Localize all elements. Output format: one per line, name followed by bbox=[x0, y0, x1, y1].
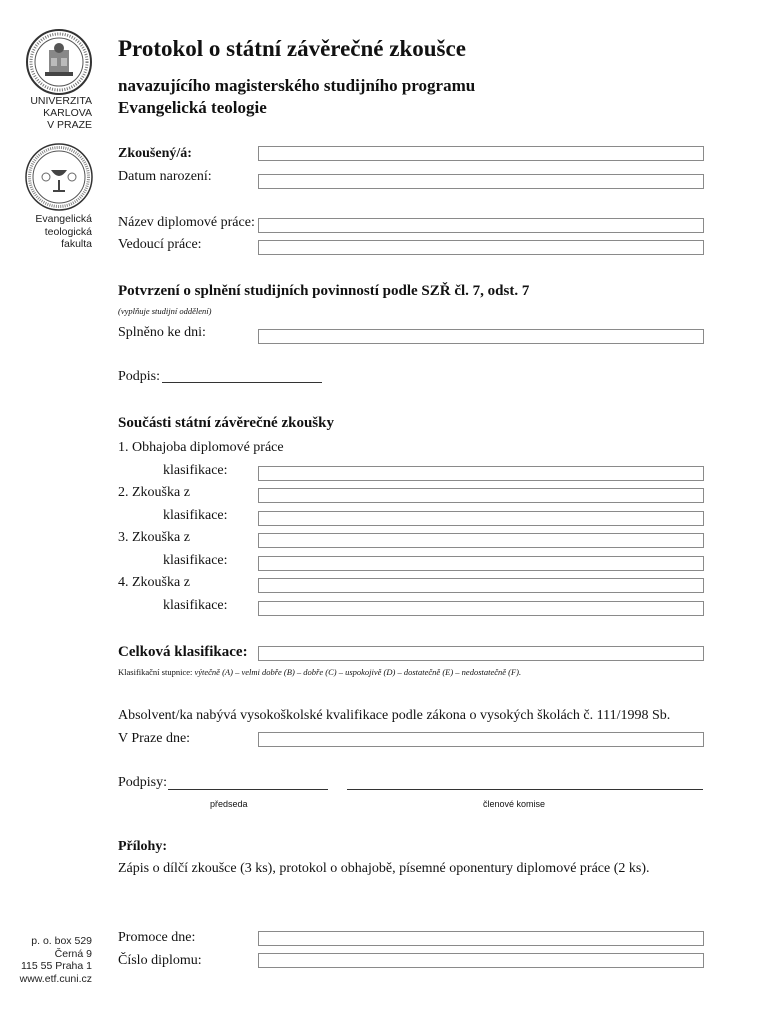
examinee-field[interactable] bbox=[258, 146, 704, 161]
address-line: p. o. box 529 bbox=[31, 935, 92, 947]
part-3-grade-label: klasifikace: bbox=[163, 553, 228, 568]
chair-signature-line[interactable] bbox=[168, 789, 328, 790]
faculty-seal-icon bbox=[24, 142, 94, 212]
graduation-field[interactable] bbox=[258, 931, 704, 946]
grading-scale-values: výtečně (A) – velmi dobře (B) – dobře (C) – uspokojivě (D) – dostatečně (E) – nedostatečně (F). bbox=[194, 667, 522, 677]
part-1-grade-field[interactable] bbox=[258, 466, 704, 481]
attachments-heading: Přílohy: bbox=[118, 839, 167, 854]
program-type: navazujícího magisterského studijního programu bbox=[118, 76, 476, 95]
university-seal-icon bbox=[25, 28, 93, 96]
diploma-number-label: Číslo diplomu: bbox=[118, 953, 202, 968]
university-line: V PRAZE bbox=[47, 119, 92, 131]
part-1-grade-label: klasifikace: bbox=[163, 463, 228, 478]
signatures-label: Podpisy: bbox=[118, 775, 168, 790]
program-name: Evangelická teologie bbox=[118, 98, 267, 117]
part-4-grade-field[interactable] bbox=[258, 601, 704, 616]
diploma-number-field[interactable] bbox=[258, 953, 704, 968]
signature-label: Podpis: bbox=[118, 369, 161, 384]
grading-scale-prefix: Klasifikační stupnice: bbox=[118, 667, 195, 677]
part-3-subject-field[interactable] bbox=[258, 533, 704, 548]
university-name bbox=[30, 95, 92, 131]
confirmation-note: (vyplňuje studijní oddělení) bbox=[118, 306, 212, 316]
faculty-address bbox=[20, 935, 92, 985]
examinee-label: Zkoušený/á: bbox=[118, 146, 192, 161]
faculty-line: fakulta bbox=[61, 238, 92, 250]
birth-date-field[interactable] bbox=[258, 174, 704, 189]
overall-grade-field[interactable] bbox=[258, 646, 704, 661]
part-3-label: 3. Zkouška z bbox=[118, 530, 190, 545]
completed-on-label: Splněno ke dni: bbox=[118, 325, 206, 340]
supervisor-label: Vedoucí práce: bbox=[118, 237, 202, 252]
faculty-line: Evangelická bbox=[35, 213, 92, 225]
thesis-title-label: Název diplomové práce: bbox=[118, 215, 255, 230]
address-line: Černá 9 bbox=[54, 947, 92, 960]
university-line: KARLOVA bbox=[43, 107, 92, 119]
prague-date-field[interactable] bbox=[258, 732, 704, 747]
address-line: 115 55 Praha 1 bbox=[20, 960, 92, 972]
supervisor-field[interactable] bbox=[258, 240, 704, 255]
part-2-label: 2. Zkouška z bbox=[118, 485, 190, 500]
thesis-title-field[interactable] bbox=[258, 218, 704, 233]
part-2-grade-field[interactable] bbox=[258, 511, 704, 526]
parts-heading: Součásti státní závěrečné zkoušky bbox=[118, 415, 334, 431]
website-link[interactable]: www.etf.cuni.cz bbox=[19, 972, 92, 985]
part-4-grade-label: klasifikace: bbox=[163, 598, 228, 613]
graduation-label: Promoce dne: bbox=[118, 930, 196, 945]
overall-grade-label: Celková klasifikace: bbox=[118, 644, 248, 660]
faculty-line: teologická bbox=[44, 225, 92, 238]
page-title: Protokol o státní závěrečné zkoušce bbox=[118, 36, 466, 61]
part-4-subject-field[interactable] bbox=[258, 578, 704, 593]
part-1-label: 1. Obhajoba diplomové práce bbox=[118, 440, 284, 455]
completed-on-field[interactable] bbox=[258, 329, 704, 344]
attachments-text: Zápis o dílčí zkoušce (3 ks), protokol o obhajobě, písemné oponentury diplomové práce (2 ks). bbox=[118, 861, 650, 876]
birth-date-label: Datum narození: bbox=[118, 169, 212, 184]
part-3-grade-field[interactable] bbox=[258, 556, 704, 571]
signature-line[interactable] bbox=[162, 382, 322, 383]
part-4-label: 4. Zkouška z bbox=[118, 575, 190, 590]
members-caption: členové komise bbox=[483, 799, 546, 809]
prague-date-label: V Praze dne: bbox=[118, 731, 191, 746]
qualification-statement: Absolvent/ka nabývá vysokoškolské kvalifikace podle zákona o vysokých školách č. 111/1998 Sb. bbox=[118, 708, 671, 723]
confirmation-heading: Potvrzení o splnění studijních povinností podle SZŘ čl. 7, odst. 7 bbox=[118, 283, 530, 299]
part-2-grade-label: klasifikace: bbox=[163, 508, 228, 523]
part-2-subject-field[interactable] bbox=[258, 488, 704, 503]
university-line: UNIVERZITA bbox=[30, 95, 92, 107]
members-signature-line[interactable] bbox=[347, 789, 703, 790]
grading-scale bbox=[118, 667, 521, 677]
faculty-name bbox=[35, 213, 92, 251]
chair-caption: předseda bbox=[210, 799, 248, 809]
